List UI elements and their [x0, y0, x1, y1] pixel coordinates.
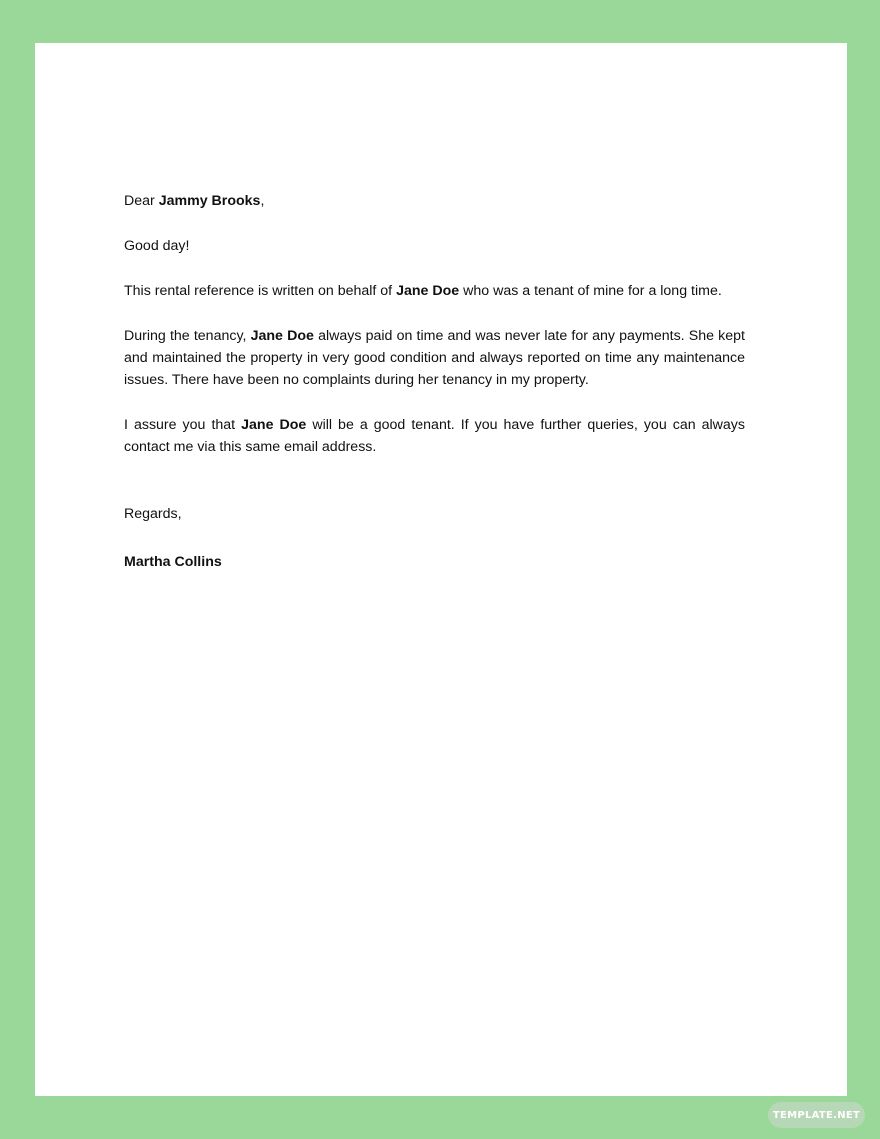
letter-page — [35, 43, 847, 1096]
intro-paragraph — [124, 280, 745, 302]
closing: Regards, — [124, 506, 182, 522]
template-watermark — [768, 1102, 865, 1128]
salutation-prefix: Dear — [124, 193, 159, 209]
tenancy-paragraph — [124, 325, 745, 391]
assurance-paragraph — [124, 414, 745, 458]
assurance-text-after: will be a good tenant. If you have further queries, you can always contact me via this same email address. — [124, 417, 745, 455]
salutation-suffix: , — [260, 193, 265, 209]
tenant-name: Jane Doe — [396, 283, 460, 299]
tenant-name: Jane Doe — [241, 417, 307, 433]
intro-text-before: This rental reference is written on behalf of — [124, 283, 397, 299]
tenancy-text-before: During the tenancy, — [124, 328, 251, 344]
tenant-name: Jane Doe — [250, 328, 314, 344]
greeting: Good day! — [124, 238, 190, 254]
salutation — [124, 190, 745, 212]
assurance-text-before: I assure you that — [124, 417, 242, 433]
intro-text-after: who was a tenant of mine for a long time. — [459, 283, 722, 299]
letter-body — [124, 190, 745, 573]
recipient-name: Jammy Brooks — [158, 193, 261, 209]
tenancy-text-after: always paid on time and was never late for any payments. She kept and maintained the property in very good condition and always reported on time any maintenance issues. There have been no complaints during her tenancy in my property. — [124, 328, 745, 388]
watermark-text: TEMPLATE.NET — [772, 1109, 861, 1121]
sender-name: Martha Collins — [124, 554, 222, 570]
